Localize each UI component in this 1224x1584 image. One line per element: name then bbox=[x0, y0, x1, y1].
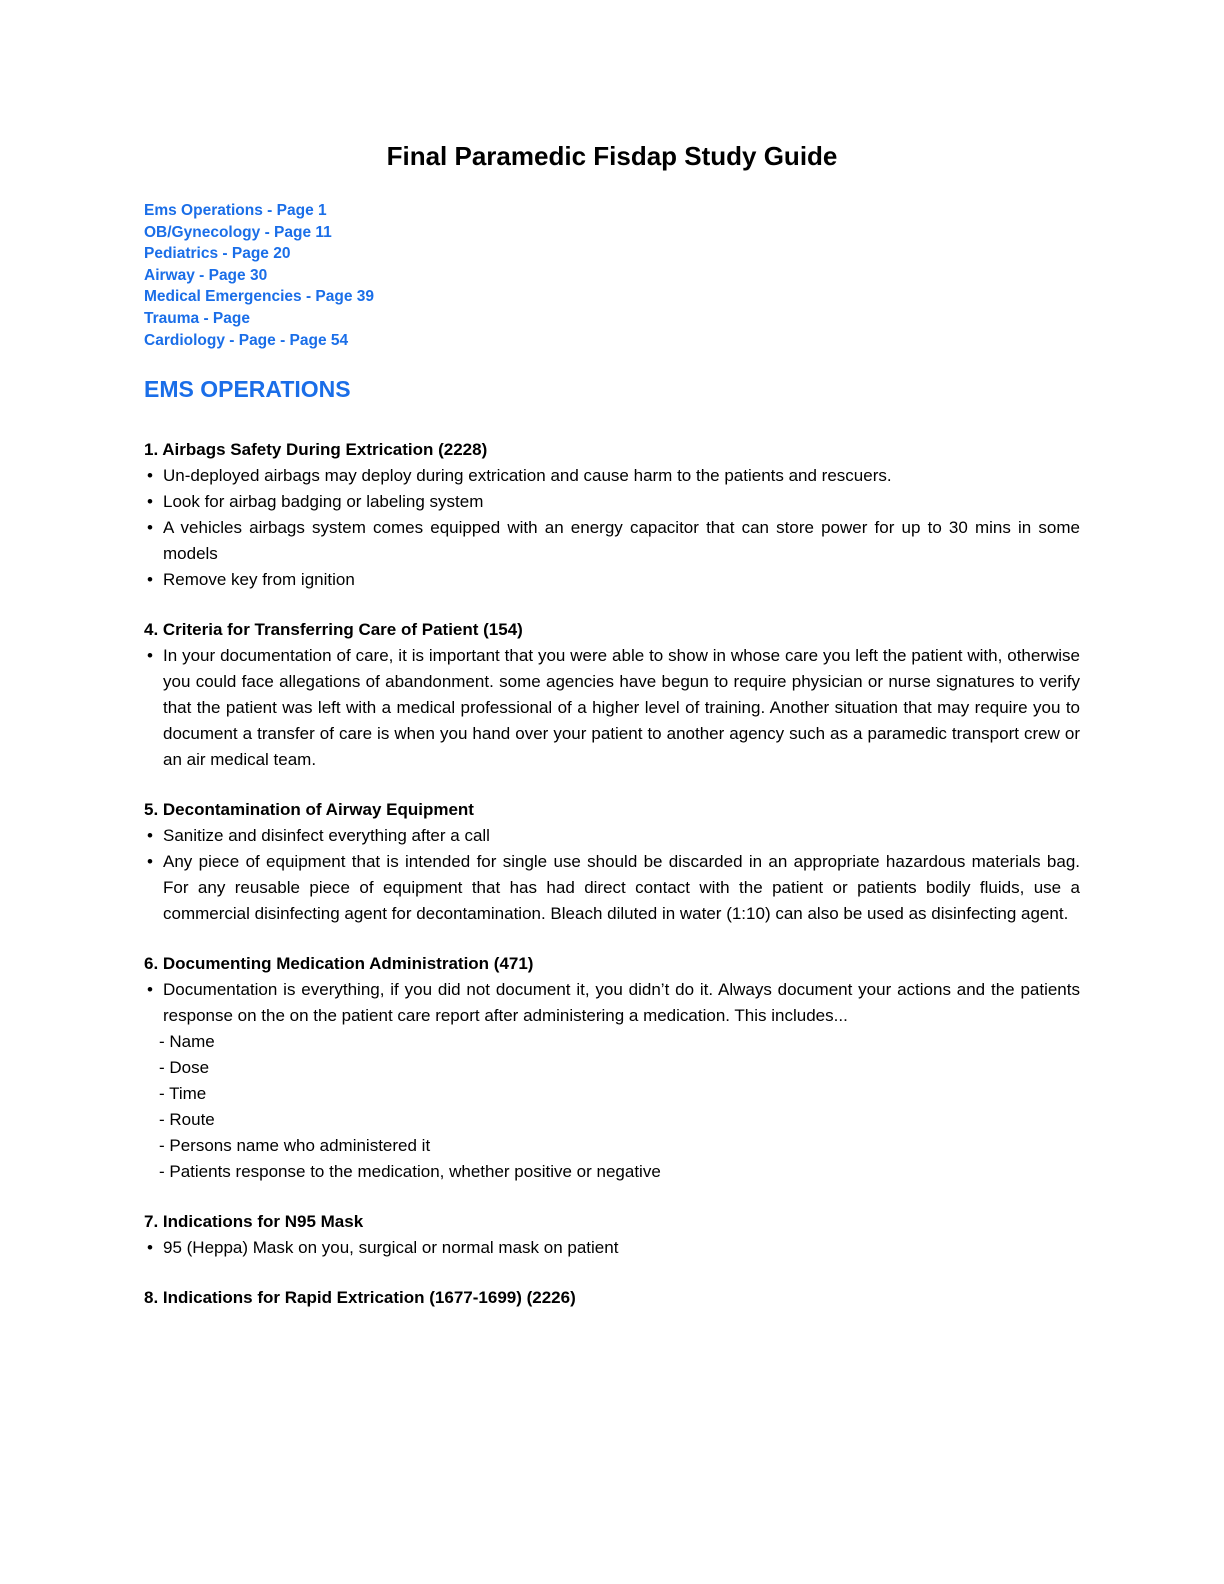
bullet-item: • Documentation is everything, if you did not document it, you didn’t do it. Always document your actions and the patients response on the on the patient care report after administering a medication. This includes... bbox=[144, 977, 1080, 1029]
toc-link-pediatrics[interactable]: Pediatrics - Page 20 bbox=[144, 245, 291, 263]
bullet-item: • Sanitize and disinfect everything after a call bbox=[144, 823, 1080, 849]
section-title: 8. Indications for Rapid Extrication (1677-1699) (2226) bbox=[144, 1288, 576, 1308]
bullet-list bbox=[144, 1235, 1080, 1261]
section-rapid-extrication bbox=[144, 1285, 1080, 1311]
toc-link-medical-emergencies[interactable]: Medical Emergencies - Page 39 bbox=[144, 288, 375, 306]
toc-link-ob-gynecology[interactable]: OB/Gynecology - Page 11 bbox=[144, 223, 332, 241]
bullet-item: • A vehicles airbags system comes equipped with an energy capacitor that can store power for up to 30 mins in some models bbox=[144, 515, 1080, 567]
toc-link-cardiology[interactable]: Cardiology - Page - Page 54 bbox=[144, 331, 349, 349]
table-of-contents bbox=[144, 200, 1080, 351]
document-title: Final Paramedic Fisdap Study Guide bbox=[386, 141, 838, 171]
sub-list-item: - Name bbox=[159, 1032, 215, 1052]
sub-list-item: - Dose bbox=[159, 1058, 210, 1078]
section-title: 4. Criteria for Transferring Care of Patient (154) bbox=[144, 620, 523, 640]
bullet-item: • Look for airbag badging or labeling system bbox=[144, 489, 1080, 515]
bullet-list bbox=[144, 977, 1080, 1029]
bullet-item: • Un-deployed airbags may deploy during extrication and cause harm to the patients and rescuers. bbox=[144, 463, 1080, 489]
bullet-item: • In your documentation of care, it is important that you were able to show in whose care you left the patient with, otherwise you could face allegations of abandonment. some agencies have begun to require physician or nurse signatures to verify that the patient was left with a medical professional of a higher level of training. Another situation that may require you to document a transfer of care is when you hand over your patient to another agency such as a paramedic transport crew or an air medical team. bbox=[144, 643, 1080, 773]
sub-list-item: - Route bbox=[159, 1110, 215, 1130]
section-title: 6. Documenting Medication Administration (471) bbox=[144, 954, 534, 974]
bullet-item: • Any piece of equipment that is intended for single use should be discarded in an appropriate hazardous materials bag. For any reusable piece of equipment that has had direct contact with the patient or patients bodily fluids, use a commercial disinfecting agent for decontamination. Bleach diluted in water (1:10) can also be used as disinfecting agent. bbox=[144, 849, 1080, 927]
section-airbags-safety bbox=[144, 437, 1080, 593]
toc-link-ems-operations[interactable]: Ems Operations - Page 1 bbox=[144, 202, 327, 219]
bullet-list bbox=[144, 463, 1080, 593]
chapter-heading-ems-operations: EMS OPERATIONS bbox=[144, 376, 351, 403]
bullet-item: • Remove key from ignition bbox=[144, 567, 1080, 593]
bullet-list bbox=[144, 823, 1080, 927]
sub-list-item: - Patients response to the medication, whether positive or negative bbox=[159, 1162, 661, 1182]
section-transferring-care bbox=[144, 617, 1080, 773]
section-decontamination bbox=[144, 797, 1080, 927]
toc-link-trauma[interactable]: Trauma - Page bbox=[144, 309, 250, 327]
section-documenting-medication bbox=[144, 951, 1080, 1185]
toc-link-airway[interactable]: Airway - Page 30 bbox=[144, 266, 268, 284]
section-title: 7. Indications for N95 Mask bbox=[144, 1212, 364, 1232]
bullet-item: • 95 (Heppa) Mask on you, surgical or normal mask on patient bbox=[144, 1235, 1080, 1261]
bullet-list bbox=[144, 643, 1080, 773]
section-title: 5. Decontamination of Airway Equipment bbox=[144, 800, 474, 820]
sub-list-item: - Time bbox=[159, 1084, 207, 1104]
sub-list-item: - Persons name who administered it bbox=[159, 1136, 431, 1156]
section-title: 1. Airbags Safety During Extrication (2228) bbox=[144, 440, 488, 460]
section-n95-mask bbox=[144, 1209, 1080, 1261]
